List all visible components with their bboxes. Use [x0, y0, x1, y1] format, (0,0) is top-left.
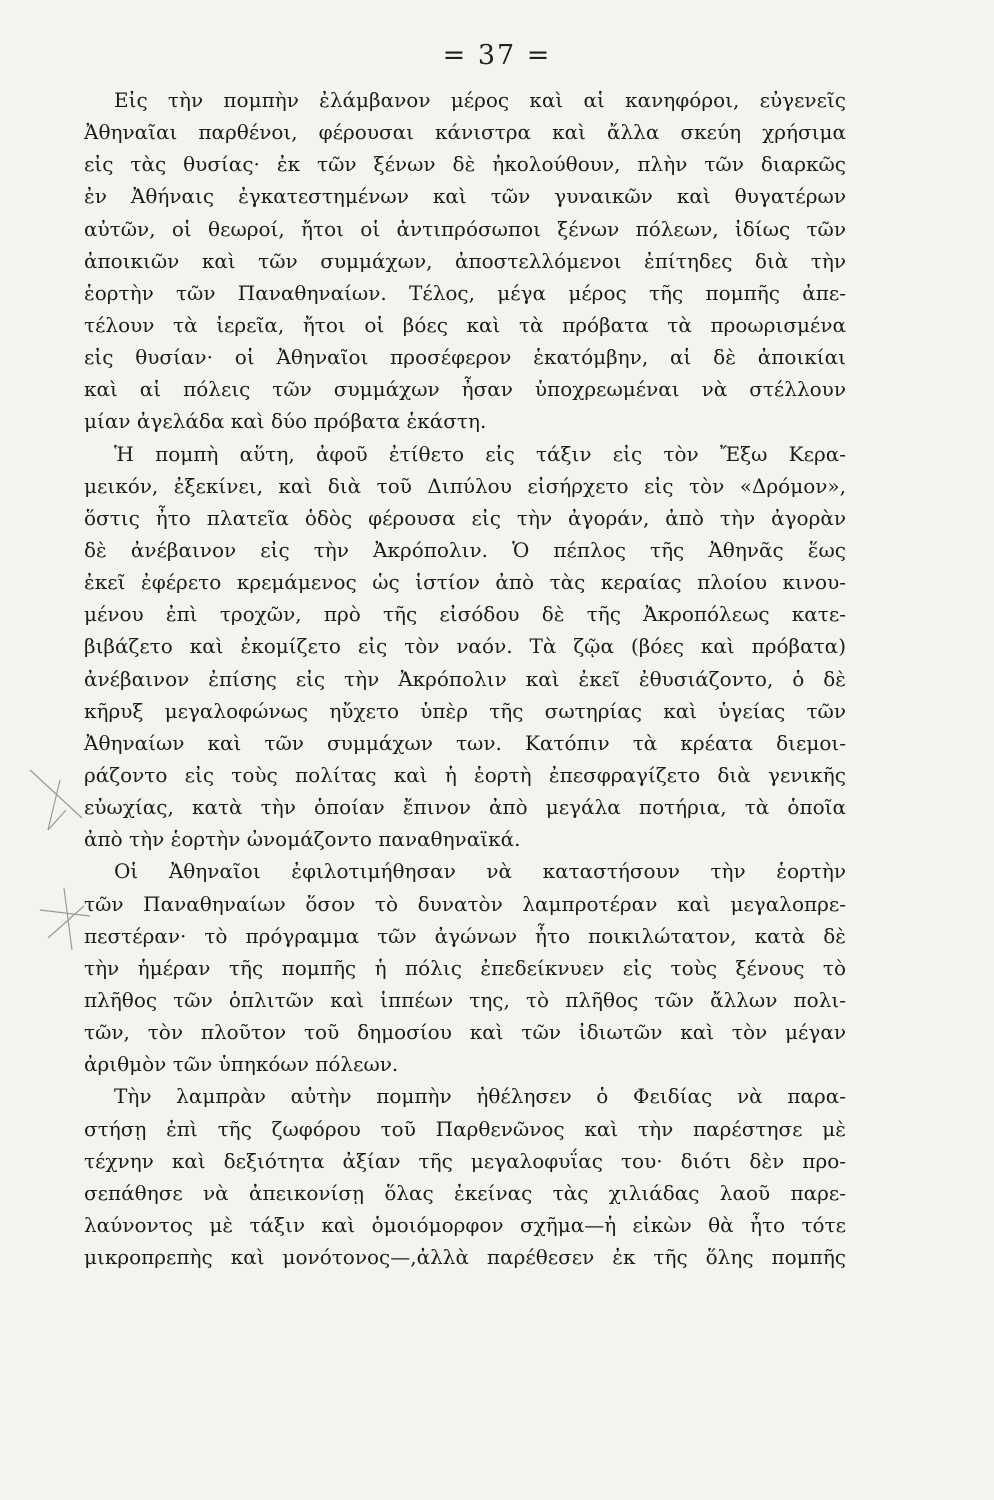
text-line: μένου ἐπὶ τροχῶν, πρὸ τῆς εἰσόδου δὲ τῆς Ἀκροπόλεως κατε-: [84, 602, 846, 627]
text-line: ἀριθμὸν τῶν ὑπηκόων πόλεων.: [84, 1052, 399, 1077]
text-line: μίαν ἀγελάδα καὶ δύο πρόβατα ἑκάστη.: [84, 409, 487, 434]
text-line: μεικόν, ἐξεκίνει, καὶ διὰ τοῦ Διπύλου εἰσήρχετο εἰς τὸν «Δρόμον»,: [84, 473, 846, 498]
text-line: αὐτῶν, οἱ θεωροί, ἤτοι οἱ ἀντιπρόσωποι ξένων πόλεων, ἰδίως τῶν: [84, 216, 846, 241]
text-line: πεστέραν· τὸ πρόγραμμα τῶν ἀγώνων ἦτο ποικιλώτατον, κατὰ δὲ: [84, 923, 846, 948]
paragraph: [84, 855, 846, 1080]
text-line: Ἡ πομπὴ αὕτη, ἀφοῦ ἐτίθετο εἰς τάξιν εἰς τὸν Ἔξω Κερα-: [114, 441, 846, 466]
paragraph: [84, 438, 846, 856]
text-line: ἀποικιῶν καὶ τῶν συμμάχων, ἀποστελλόμενοι ἐπίτηδες διὰ τὴν: [84, 248, 846, 273]
text-line: δὲ ἀνέβαινον εἰς τὴν Ἀκρόπολιν. Ὁ πέπλος τῆς Ἀθηνᾶς ἕως: [84, 537, 846, 562]
text-line: τῶν Παναθηναίων ὅσον τὸ δυνατὸν λαμπροτέραν καὶ μεγαλοπρε-: [84, 891, 846, 916]
text-line: τῶν, τὸν πλοῦτον τοῦ δημοσίου καὶ τῶν ἰδιωτῶν καὶ τὸν μέγαν: [84, 1020, 846, 1045]
text-line: Οἱ Ἀθηναῖοι ἐφιλοτιμήθησαν νὰ καταστήσουν τὴν ἑορτὴν: [114, 859, 846, 884]
text-line: εὐωχίας, κατὰ τὴν ὁποίαν ἔπινον ἀπὸ μεγάλα ποτήρια, τὰ ὁποῖα: [84, 795, 846, 820]
text-body: [84, 84, 846, 1273]
text-line: εἰς θυσίαν· οἱ Ἀθηναῖοι προσέφερον ἑκατόμβην, αἱ δὲ ἀποικίαι: [84, 345, 846, 370]
text-line: καὶ αἱ πόλεις τῶν συμμάχων ἦσαν ὑποχρεωμέναι νὰ στέλλουν: [84, 377, 846, 402]
text-line: Ἀθηναῖαι παρθένοι, φέρουσαι κάνιστρα καὶ ἄλλα σκεύη χρήσιμα: [84, 120, 846, 145]
text-line: Τὴν λαμπρὰν αὐτὴν πομπὴν ἠθέλησεν ὁ Φειδίας νὰ παρα-: [114, 1084, 846, 1109]
text-line: βιβάζετο καὶ ἐκομίζετο εἰς τὸν ναόν. Τὰ ζῷα (βόες καὶ πρόβατα): [84, 634, 846, 659]
text-line: τὴν ἡμέραν τῆς πομπῆς ἡ πόλις ἐπεδείκνυεν εἰς τοὺς ξένους τὸ: [84, 955, 846, 980]
text-line: σεπάθησε νὰ ἀπεικονίσῃ ὅλας ἐκείνας τὰς χιλιάδας λαοῦ παρε-: [84, 1180, 846, 1205]
text-line: εἰς τὰς θυσίας· ἐκ τῶν ξένων δὲ ἠκολούθουν, πλὴν τῶν διαρκῶς: [84, 152, 846, 177]
text-line: ἀπὸ τὴν ἑορτὴν ὠνομάζοντο παναθηναϊκά.: [84, 827, 521, 852]
page-number: = 37 =: [442, 40, 552, 71]
text-line: τέχνην καὶ δεξιότητα ἀξίαν τῆς μεγαλοφυΐας του· διότι δὲν προ-: [84, 1148, 846, 1173]
text-line: Εἰς τὴν πομπὴν ἐλάμβανον μέρος καὶ αἱ κανηφόροι, εὐγενεῖς: [114, 88, 846, 112]
paragraph: [84, 1080, 846, 1273]
text-line: ἐν Ἀθήναις ἐγκατεστημένων καὶ τῶν γυναικῶν καὶ θυγατέρων: [84, 184, 846, 209]
text-line: ἐκεῖ ἐφέρετο κρεμάμενος ὡς ἱστίον ἀπὸ τὰς κεραίας πλοίου κινου-: [84, 570, 846, 595]
text-line: τέλουν τὰ ἱερεῖα, ἤτοι οἱ βόες καὶ τὰ πρόβατα τὰ προωρισμένα: [84, 312, 846, 337]
text-line: μικροπρεπὴς καὶ μονότονος—,ἀλλὰ παρέθεσεν ἐκ τῆς ὅλης πομπῆς: [84, 1245, 846, 1270]
text-line: κῆρυξ μεγαλοφώνως ηὔχετο ὑπὲρ τῆς σωτηρίας καὶ ὑγείας τῶν: [84, 698, 846, 723]
text-line: στήσῃ ἐπὶ τῆς ζωφόρου τοῦ Παρθενῶνος καὶ τὴν παρέστησε μὲ: [84, 1116, 846, 1141]
text-line: ράζοντο εἰς τοὺς πολίτας καὶ ἡ ἑορτὴ ἐπεσφραγίζετο διὰ γενικῆς: [84, 762, 846, 787]
text-line: ἀνέβαινον ἐπίσης εἰς τὴν Ἀκρόπολιν καὶ ἐκεῖ ἐθυσιάζοντο, ὁ δὲ: [84, 666, 846, 691]
text-line: Ἀθηναίων καὶ τῶν συμμάχων των. Κατόπιν τὰ κρέατα διεμοι-: [84, 730, 846, 755]
text-line: ἑορτὴν τῶν Παναθηναίων. Τέλος, μέγα μέρος τῆς πομπῆς ἀπε-: [84, 280, 846, 305]
text-line: ὅστις ἦτο πλατεῖα ὁδὸς φέρουσα εἰς τὴν ἀγοράν, ἀπὸ τὴν ἀγορὰν: [84, 505, 846, 530]
text-line: λαύνοντος μὲ τάξιν καὶ ὁμοιόμορφον σχῆμα—ἡ εἰκὼν θὰ ἦτο τότε: [84, 1212, 846, 1237]
paragraph: [84, 84, 846, 438]
text-line: πλῆθος τῶν ὁπλιτῶν καὶ ἱππέων της, τὸ πλῆθος τῶν ἄλλων πολι-: [84, 987, 846, 1012]
